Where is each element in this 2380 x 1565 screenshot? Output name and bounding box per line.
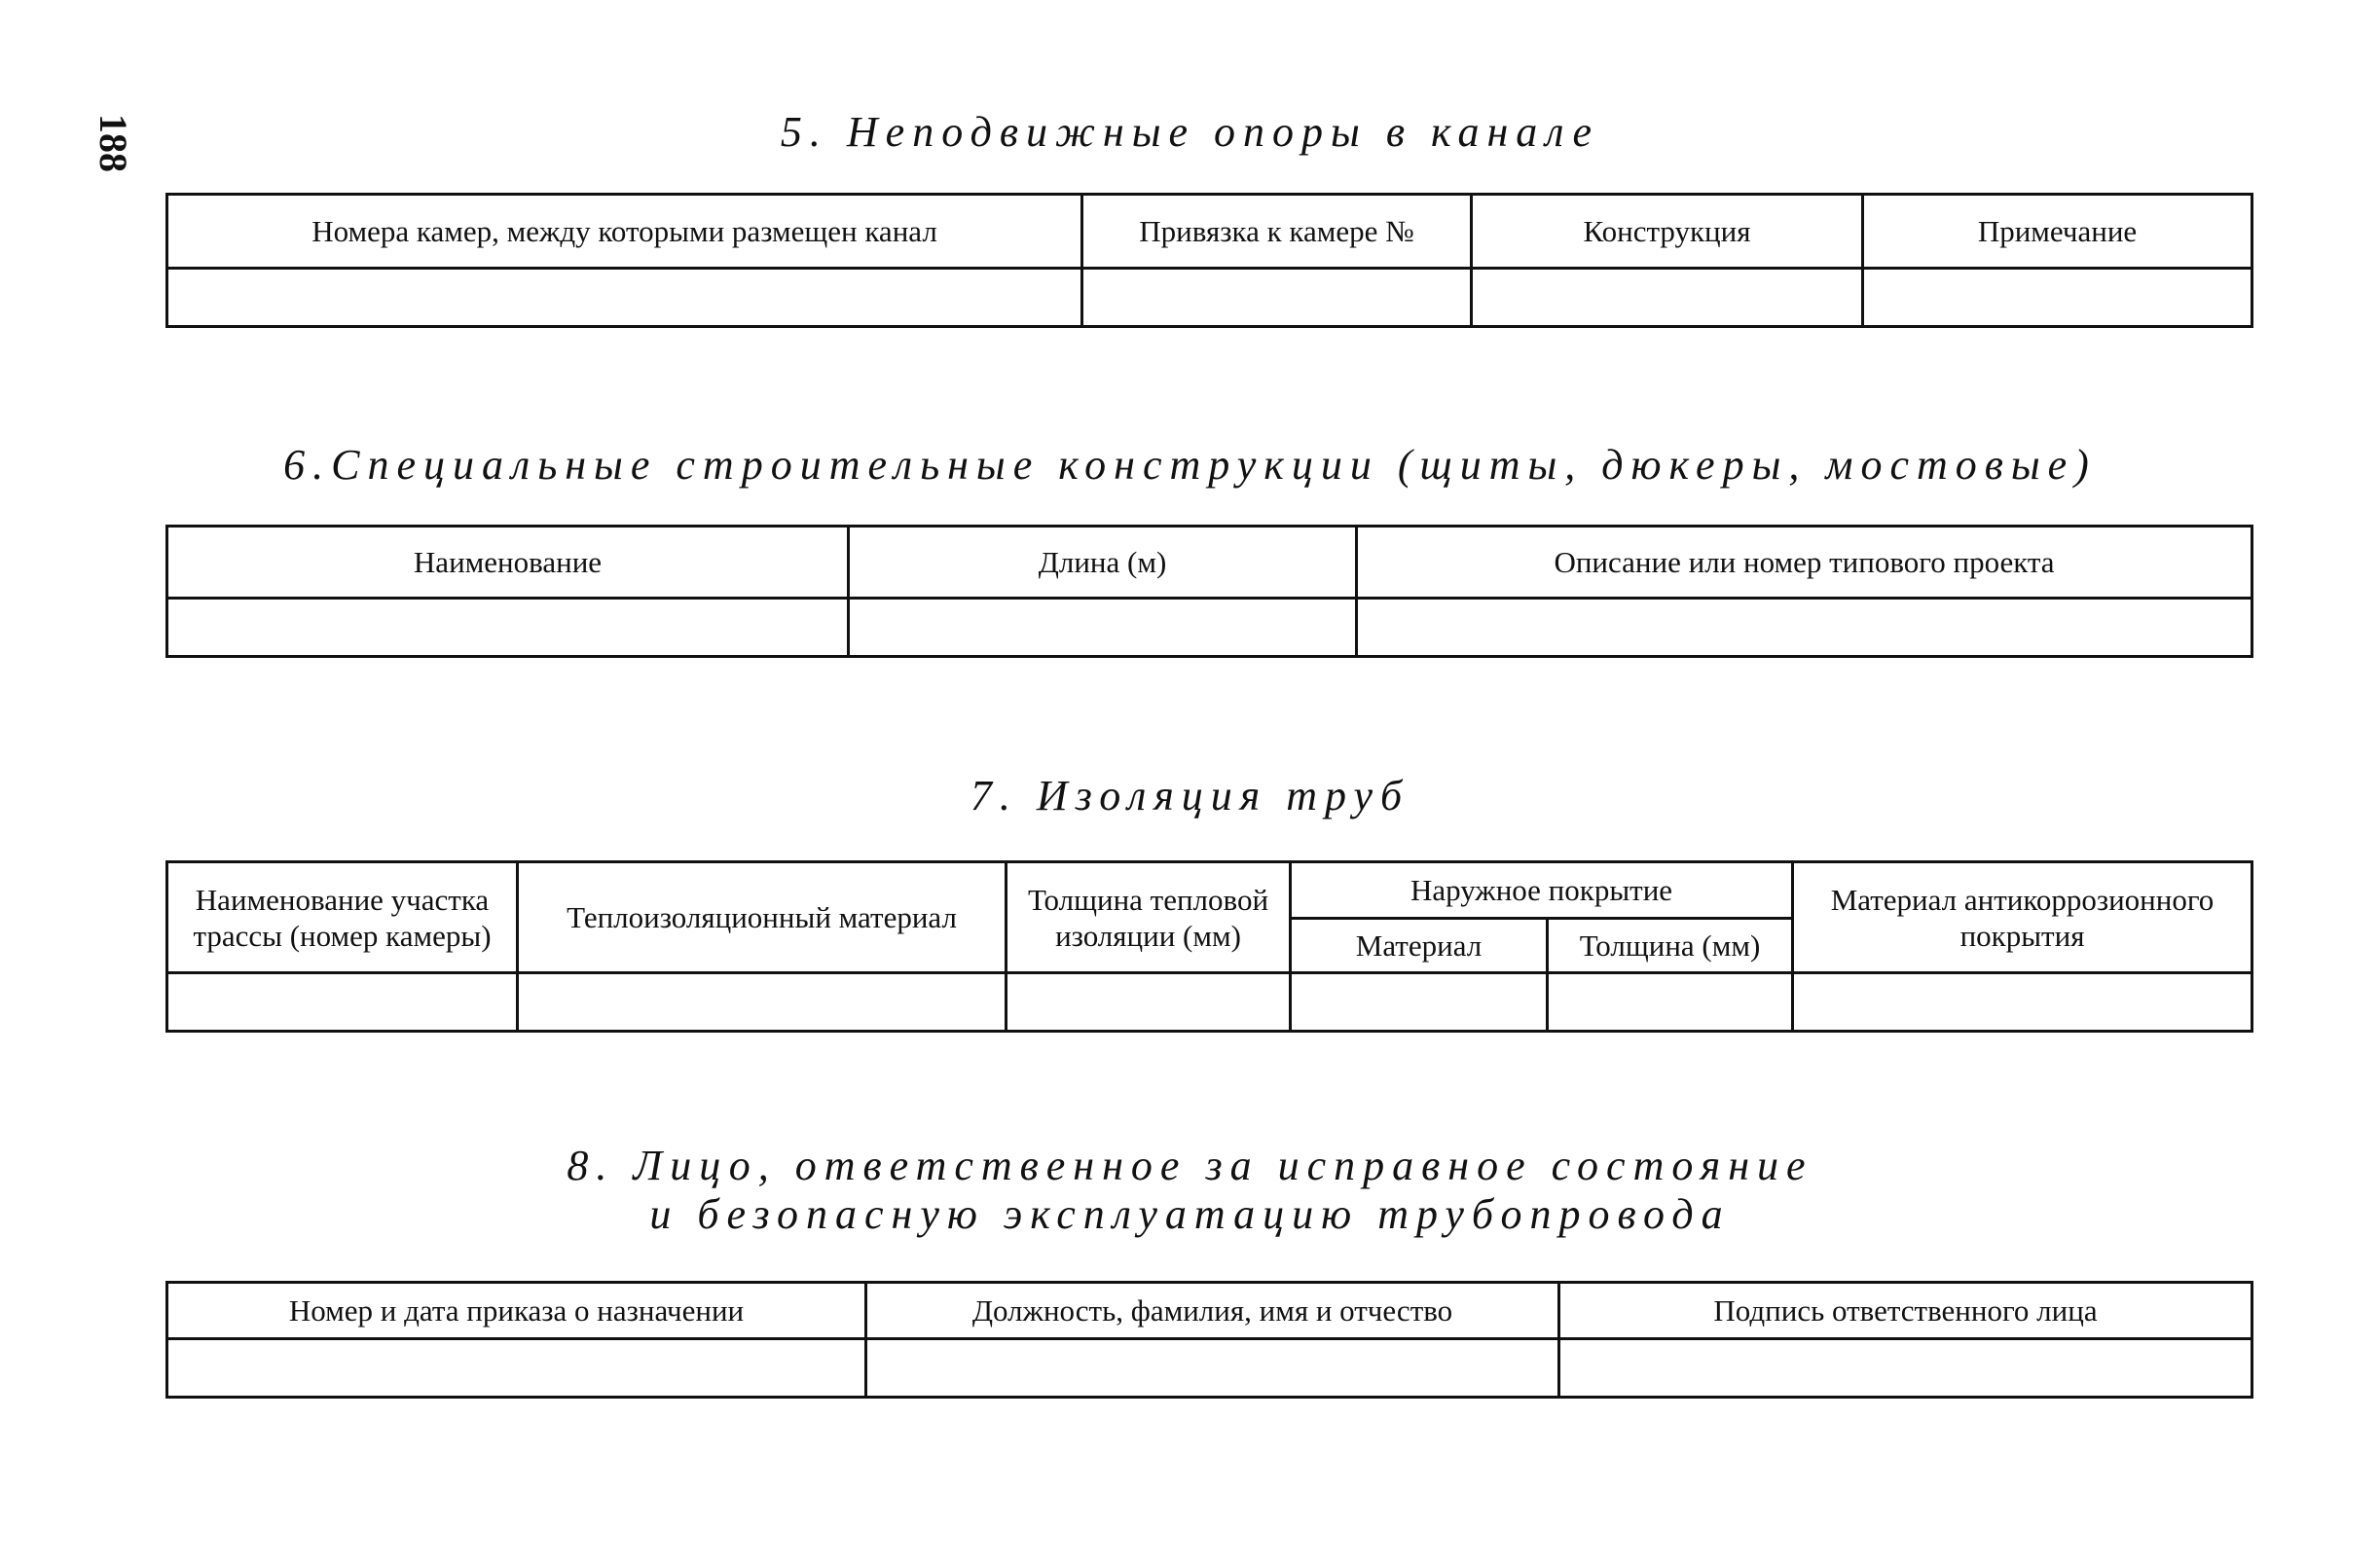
- header-route-section: [167, 862, 518, 973]
- header-note: Примечание: [1863, 195, 2252, 269]
- header-anticorrosion-line1: Материал антикоррозионного: [1830, 882, 2215, 917]
- header-length: Длина (м): [849, 527, 1357, 599]
- header-construction: Конструкция: [1472, 195, 1863, 269]
- blank-cell: [167, 269, 1082, 327]
- fixed-supports-table: [165, 193, 2253, 328]
- blank-cell: [167, 1339, 866, 1398]
- blank-cell: [1863, 269, 2252, 327]
- blank-cell: [1007, 973, 1291, 1032]
- header-insulation-thickness-line2: изоляции (мм): [1055, 918, 1241, 953]
- header-chamber-binding: Привязка к камере №: [1082, 195, 1472, 269]
- header-route-section-line1: Наименование участка: [195, 882, 490, 917]
- blank-cell: [1548, 973, 1793, 1032]
- page-number: 188: [92, 114, 135, 172]
- blank-cell: [1082, 269, 1472, 327]
- blank-cell: [1793, 973, 2252, 1032]
- header-anticorrosion-material: [1793, 862, 2252, 973]
- blank-cell: [1291, 973, 1548, 1032]
- section-8-title-line2: и безопасную эксплуатацию трубопровода: [649, 1190, 1731, 1238]
- header-name: Наименование: [167, 527, 849, 599]
- header-insulation-thickness: [1007, 862, 1291, 973]
- blank-cell: [866, 1339, 1559, 1398]
- header-description: Описание или номер типового проекта: [1357, 527, 2252, 599]
- pipe-insulation-table: [165, 860, 2253, 1033]
- header-outer-coating: Наружное покрытие: [1291, 862, 1793, 919]
- special-structures-table: [165, 525, 2253, 658]
- blank-cell: [1357, 599, 2252, 657]
- header-chamber-numbers: Номера камер, между которыми размещен канал: [167, 195, 1082, 269]
- section-6-title: 6.Специальные строительные конструкции (щиты, дюкеры, мостовые): [283, 441, 2097, 489]
- blank-cell: [167, 973, 518, 1032]
- section-8-title-line1: 8. Лицо, ответственное за исправное состояние: [567, 1142, 1813, 1189]
- section-5-title: 5. Неподвижные опоры в канале: [780, 108, 1600, 156]
- header-route-section-line2: трассы (номер камеры): [193, 918, 492, 953]
- header-outer-material: Материал: [1291, 919, 1548, 973]
- blank-cell: [1559, 1339, 2252, 1398]
- blank-cell: [1472, 269, 1863, 327]
- header-insulation-material: Теплоизоляционный материал: [518, 862, 1007, 973]
- blank-cell: [518, 973, 1007, 1032]
- header-order-number-date: Номер и дата приказа о назначении: [167, 1283, 866, 1339]
- header-anticorrosion-line2: покрытия: [1959, 918, 2085, 953]
- header-position-full-name: Должность, фамилия, имя и отчество: [866, 1283, 1559, 1339]
- header-signature: Подпись ответственного лица: [1559, 1283, 2252, 1339]
- responsible-person-table: [165, 1281, 2253, 1399]
- header-insulation-thickness-line1: Толщина тепловой: [1027, 882, 1269, 917]
- blank-cell: [849, 599, 1357, 657]
- blank-cell: [167, 599, 849, 657]
- section-7-title: 7. Изоляция труб: [970, 772, 1410, 819]
- header-outer-thickness: Толщина (мм): [1548, 919, 1793, 973]
